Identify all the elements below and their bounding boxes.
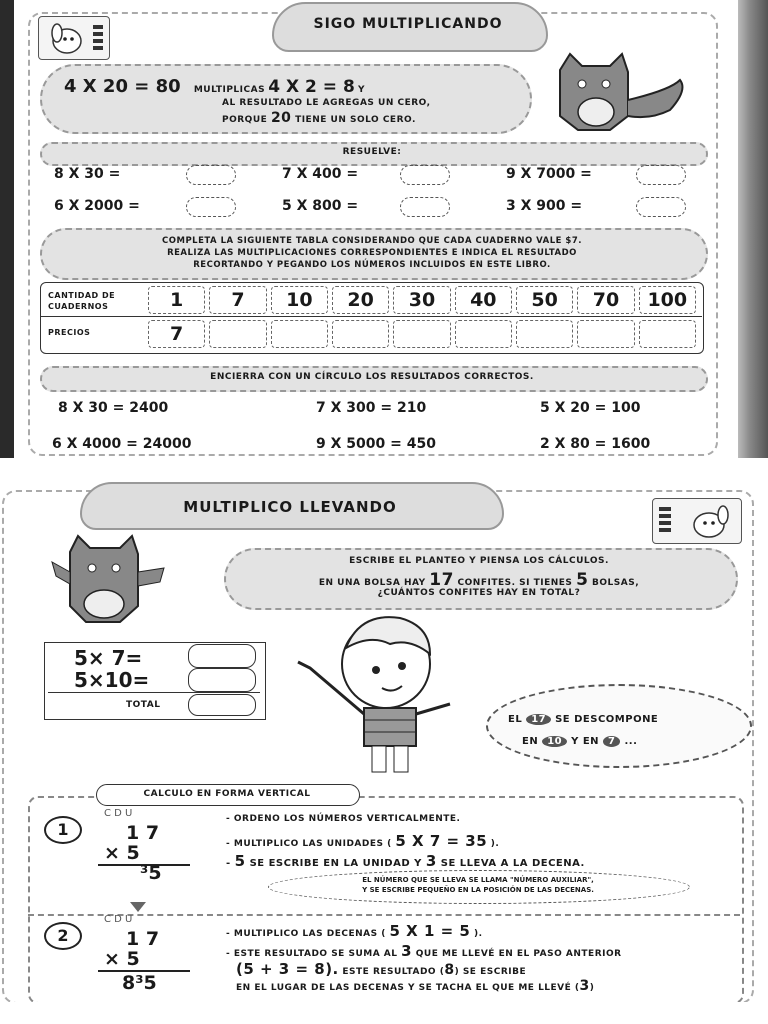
encierra-label: ENCIERRA CON UN CÍRCULO LOS RESULTADOS CORRECTOS. bbox=[210, 372, 534, 382]
answer-box[interactable] bbox=[636, 165, 686, 185]
step-text: ESTE RESULTADO ( bbox=[342, 967, 445, 977]
step-1-result: ³5 bbox=[140, 862, 162, 884]
precio-cell[interactable] bbox=[516, 320, 573, 348]
step-1-top: 1 7 bbox=[126, 822, 160, 844]
resuelve-item: 3 X 900 = bbox=[506, 198, 583, 214]
precio-cell[interactable] bbox=[393, 320, 450, 348]
resuelve-item: 8 X 30 = bbox=[54, 166, 121, 182]
step-2-number: 2 bbox=[44, 922, 82, 950]
row-label-cantidad bbox=[48, 290, 142, 312]
step-number: 8 bbox=[444, 962, 455, 978]
step-number: 5 bbox=[234, 852, 246, 870]
answer-box[interactable] bbox=[188, 668, 256, 692]
row-label-cantidad-a: CANTIDAD DE bbox=[48, 291, 116, 300]
dog-icon bbox=[38, 16, 110, 60]
intro-text-2: AL RESULTADO LE AGREGAS UN CERO, bbox=[222, 98, 431, 108]
bubble-line-2 bbox=[522, 736, 637, 747]
problem-line-2b: CONFITES. SI TIENES bbox=[457, 578, 573, 588]
step-text: - MULTIPLICO LAS DECENAS ( bbox=[226, 929, 386, 939]
step-1-number: 1 bbox=[44, 816, 82, 844]
step-text: - ESTE RESULTADO SE SUMA AL bbox=[226, 949, 398, 959]
tabla-instr-1: COMPLETA LA SIGUIENTE TABLA CONSIDERANDO QUE CADA CUADERNO VALE $7. bbox=[162, 236, 582, 246]
answer-box[interactable] bbox=[186, 197, 236, 217]
boy-illustration-icon bbox=[290, 608, 480, 778]
note-line-2: Y SE ESCRIBE PEQUEÑO EN LA POSICIÓN DE LAS DECENAS. bbox=[362, 886, 594, 894]
cantidades-row bbox=[146, 286, 698, 314]
cantidad-cell: 7 bbox=[209, 286, 266, 314]
precio-cell[interactable]: 7 bbox=[148, 320, 205, 348]
cdu-header: C D U bbox=[104, 914, 133, 925]
step-text: ). bbox=[490, 839, 500, 849]
precio-cell[interactable] bbox=[332, 320, 389, 348]
cantidad-cell: 70 bbox=[577, 286, 634, 314]
step-text: ) bbox=[589, 983, 595, 993]
step-text: - bbox=[226, 858, 231, 869]
precio-cell[interactable] bbox=[209, 320, 266, 348]
tabla-instr-2: REALIZA LAS MULTIPLICACIONES CORRESPONDIENTES E INDICA EL RESULTADO bbox=[167, 248, 577, 258]
resuelve-item: 5 X 800 = bbox=[282, 198, 359, 214]
bubble-text: ... bbox=[624, 736, 638, 747]
answer-box[interactable] bbox=[188, 644, 256, 668]
resuelve-label: RESUELVE: bbox=[342, 147, 402, 157]
intro-text-3 bbox=[222, 110, 416, 126]
calc-eq-2: 5×10= bbox=[74, 668, 150, 692]
intro-text bbox=[64, 76, 534, 97]
intro-equation: 4 X 20 = 80 bbox=[64, 76, 181, 97]
worksheet-page-2 bbox=[0, 482, 768, 1002]
bubble-10: 10 bbox=[542, 736, 567, 747]
step-text: - MULTIPLICO LAS UNIDADES ( bbox=[226, 839, 392, 849]
encierra-item[interactable]: 5 X 20 = 100 bbox=[540, 400, 641, 416]
answer-box[interactable] bbox=[186, 165, 236, 185]
cantidad-cell: 20 bbox=[332, 286, 389, 314]
calc-eq-1: 5× 7= bbox=[74, 646, 143, 670]
precio-cell[interactable] bbox=[455, 320, 512, 348]
scan-edge-right bbox=[738, 0, 768, 458]
page-title: SIGO MULTIPLICANDO bbox=[313, 16, 503, 32]
step-number: 3 bbox=[425, 852, 437, 870]
bubble-17: 17 bbox=[526, 714, 551, 725]
answer-box[interactable] bbox=[400, 197, 450, 217]
encierra-item[interactable]: 2 X 80 = 1600 bbox=[540, 436, 651, 452]
answer-box[interactable] bbox=[636, 197, 686, 217]
encierra-item[interactable]: 7 X 300 = 210 bbox=[316, 400, 427, 416]
page-title: MULTIPLICO LLEVANDO bbox=[183, 498, 397, 516]
bubble-line-1 bbox=[508, 714, 658, 725]
cat-illustration-icon bbox=[40, 532, 180, 628]
encierra-item[interactable]: 8 X 30 = 2400 bbox=[58, 400, 169, 416]
precio-cell[interactable] bbox=[271, 320, 328, 348]
scan-edge-left bbox=[0, 0, 14, 458]
step-text: EN EL LUGAR DE LAS DECENAS Y SE TACHA EL QUE ME LLEVÉ ( bbox=[236, 983, 580, 993]
calc-total-label: TOTAL bbox=[126, 700, 161, 710]
problem-line-2a: EN UNA BOLSA HAY bbox=[318, 578, 426, 588]
precios-row bbox=[146, 320, 698, 348]
worksheet-page-1 bbox=[0, 0, 768, 458]
arrow-down-icon bbox=[130, 902, 146, 912]
step-2-line-1 bbox=[226, 922, 483, 940]
step-equation: 5 X 7 = 35 bbox=[395, 832, 488, 850]
row-label-cantidad-b: CUADERNOS bbox=[48, 302, 109, 311]
intro-y: Y bbox=[357, 85, 365, 95]
step-2-line-4 bbox=[236, 978, 594, 994]
step-2-result: 8³5 bbox=[122, 972, 157, 994]
problem-line-3: ¿CUÁNTOS CONFITES HAY EN TOTAL? bbox=[377, 588, 581, 598]
calc-divider bbox=[48, 692, 260, 693]
bubble-text: Y EN bbox=[571, 736, 600, 747]
cantidad-cell: 100 bbox=[639, 286, 696, 314]
resuelve-item: 9 X 7000 = bbox=[506, 166, 592, 182]
page-gap bbox=[0, 458, 768, 482]
problem-5: 5 bbox=[576, 570, 589, 590]
table-divider bbox=[40, 316, 702, 317]
step-1-line-3 bbox=[226, 852, 585, 870]
step-divider bbox=[28, 914, 740, 916]
problem-line-2c: BOLSAS, bbox=[592, 578, 640, 588]
cdu-header: C D U bbox=[104, 808, 133, 819]
step-text: SE LLEVA A LA DECENA. bbox=[440, 858, 585, 869]
precio-cell[interactable] bbox=[577, 320, 634, 348]
step-number: 3 bbox=[401, 942, 413, 960]
note-line-1: EL NÚMERO QUE SE LLEVA SE LLAMA "NÚMERO AUXILIAR", bbox=[362, 876, 594, 884]
bubble-text: EN bbox=[522, 736, 539, 747]
bubble-text: SE DESCOMPONE bbox=[555, 714, 659, 725]
step-2-mult: × 5 bbox=[104, 948, 140, 970]
problem-line-1: ESCRIBE EL PLANTEO Y PIENSA LOS CÁLCULOS. bbox=[349, 556, 609, 566]
step-2-top: 1 7 bbox=[126, 928, 160, 950]
answer-box[interactable] bbox=[400, 165, 450, 185]
intro-text-1: MULTIPLICAS bbox=[193, 85, 266, 95]
intro-equation-2: 4 X 2 = 8 bbox=[268, 77, 355, 97]
step-text: SE ESCRIBE EN LA UNIDAD Y bbox=[249, 858, 422, 869]
bubble-7: 7 bbox=[603, 736, 620, 747]
encierra-item[interactable]: 6 X 4000 = 24000 bbox=[52, 436, 192, 452]
row-label-precios: PRECIOS bbox=[48, 328, 91, 337]
step-number: 3 bbox=[579, 978, 590, 994]
precio-cell[interactable] bbox=[639, 320, 696, 348]
step-2-line-2 bbox=[226, 942, 622, 960]
step-1-mult: × 5 bbox=[104, 842, 140, 864]
intro-text-3b: TIENE UN SOLO CERO. bbox=[295, 115, 416, 125]
step-text: ). bbox=[473, 929, 483, 939]
cantidad-cell: 1 bbox=[148, 286, 205, 314]
step-equation: (5 + 3 = 8). bbox=[236, 960, 339, 978]
step-1-line-2 bbox=[226, 832, 499, 850]
resuelve-item: 7 X 400 = bbox=[282, 166, 359, 182]
total-answer-box[interactable] bbox=[188, 694, 256, 716]
intro-20: 20 bbox=[270, 110, 292, 126]
cantidad-cell: 40 bbox=[455, 286, 512, 314]
cat-illustration-icon bbox=[540, 50, 700, 134]
cantidad-cell: 30 bbox=[393, 286, 450, 314]
step-1-line-1: - ORDENO LOS NÚMEROS VERTICALMENTE. bbox=[226, 814, 461, 824]
resuelve-item: 6 X 2000 = bbox=[54, 198, 140, 214]
bubble-text: EL bbox=[508, 714, 523, 725]
step-text: ) SE ESCRIBE bbox=[454, 967, 527, 977]
tabla-instr-3: RECORTANDO Y PEGANDO LOS NÚMEROS INCLUIDOS EN ESTE LIBRO. bbox=[193, 260, 551, 270]
vertical-label: CALCULO EN FORMA VERTICAL bbox=[143, 789, 311, 799]
step-equation: 5 X 1 = 5 bbox=[389, 922, 471, 940]
page-bottom-margin bbox=[0, 1002, 768, 1024]
intro-text-3a: PORQUE bbox=[222, 115, 268, 125]
speech-bubble bbox=[486, 684, 752, 768]
cantidad-cell: 50 bbox=[516, 286, 573, 314]
dog-icon bbox=[652, 498, 742, 544]
step-2-line-3 bbox=[236, 960, 526, 978]
cantidad-cell: 10 bbox=[271, 286, 328, 314]
problem-17: 17 bbox=[429, 570, 454, 590]
encierra-item[interactable]: 9 X 5000 = 450 bbox=[316, 436, 436, 452]
step-text: QUE ME LLEVÉ EN EL PASO ANTERIOR bbox=[415, 949, 622, 959]
problem-line-2 bbox=[224, 570, 734, 590]
